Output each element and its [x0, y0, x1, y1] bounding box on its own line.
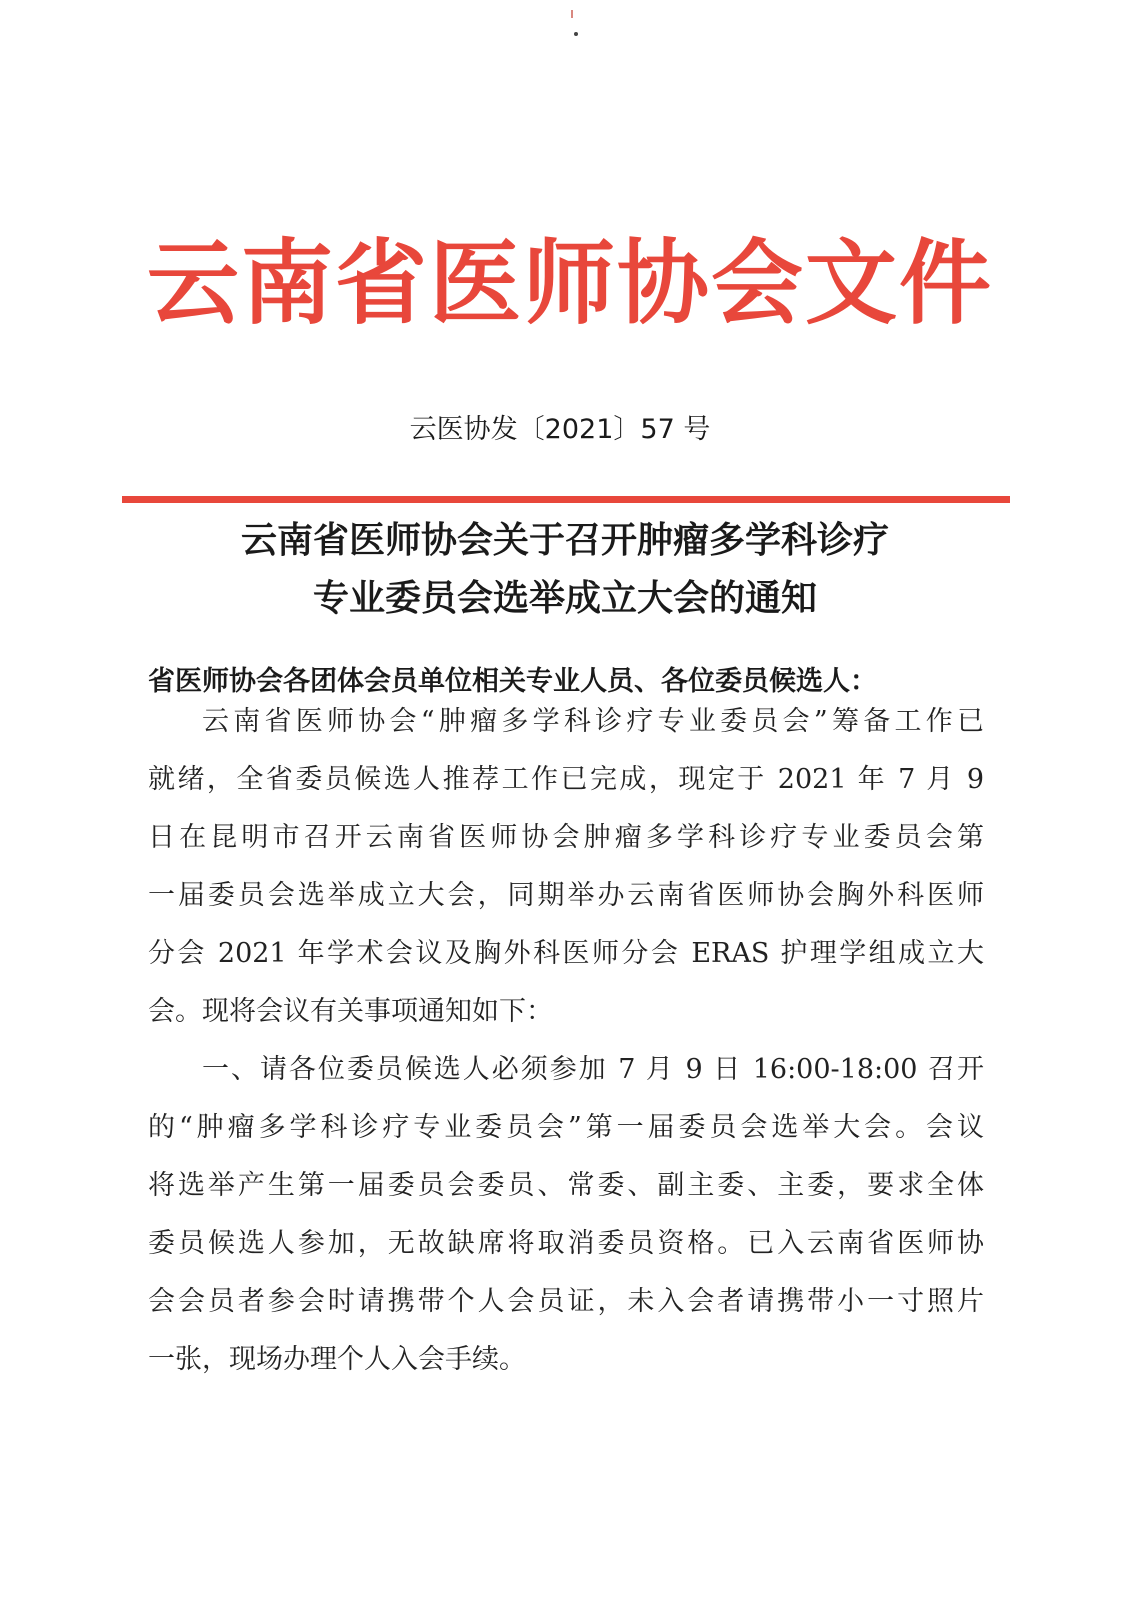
red-divider-rule [122, 496, 1010, 503]
scan-dot [574, 32, 578, 36]
document-number: 云医协发〔2021〕57 号 [409, 414, 711, 445]
notice-title [120, 512, 1010, 628]
paragraph-1-line-6: 会。现将会议有关事项通知如下： [148, 996, 553, 1027]
paragraph-1-line-5: 分会 2021 年学术会议及胸外科医师分会 ERAS 护理学组成立大 [148, 938, 984, 969]
paragraph-2-line-3: 将选举产生第一届委员会委员、常委、副主委、主委，要求全体 [148, 1170, 984, 1201]
paragraph-1-line-2: 就绪，全省委员候选人推荐工作已完成，现定于 2021 年 7 月 9 [148, 764, 984, 795]
paragraph-2-line-1: 一、请各位委员候选人必须参加 7 月 9 日 16:00-18:00 召开 [202, 1054, 984, 1085]
paragraph-2-line-5: 会会员者参会时请携带个人会员证，未入会者请携带小一寸照片 [148, 1286, 984, 1317]
paragraph-2-line-4: 委员候选人参加，无故缺席将取消委员资格。已入云南省医师协 [148, 1228, 984, 1259]
paragraph-1-line-3: 日在昆明市召开云南省医师协会肿瘤多学科诊疗专业委员会第 [148, 822, 984, 853]
notice-title-line-1: 云南省医师协会关于召开肿瘤多学科诊疗 [240, 520, 889, 561]
paragraph-1-line-1: 云南省医师协会“肿瘤多学科诊疗专业委员会”筹备工作已 [202, 706, 984, 737]
paragraph-2-line-2: 的“肿瘤多学科诊疗专业委员会”第一届委员会选举大会。会议 [148, 1112, 984, 1143]
notice-title-line-2: 专业委员会选举成立大会的通知 [312, 578, 817, 619]
salutation: 省医师协会各团体会员单位相关专业人员、各位委员候选人： [148, 666, 877, 697]
scan-mark [571, 10, 573, 18]
paragraph-2-line-6: 一张，现场办理个人入会手续。 [148, 1344, 526, 1375]
masthead-title: 云南省医师协会文件 [146, 229, 993, 337]
paragraph-1-line-4: 一届委员会选举成立大会，同期举办云南省医师协会胸外科医师 [148, 880, 984, 911]
